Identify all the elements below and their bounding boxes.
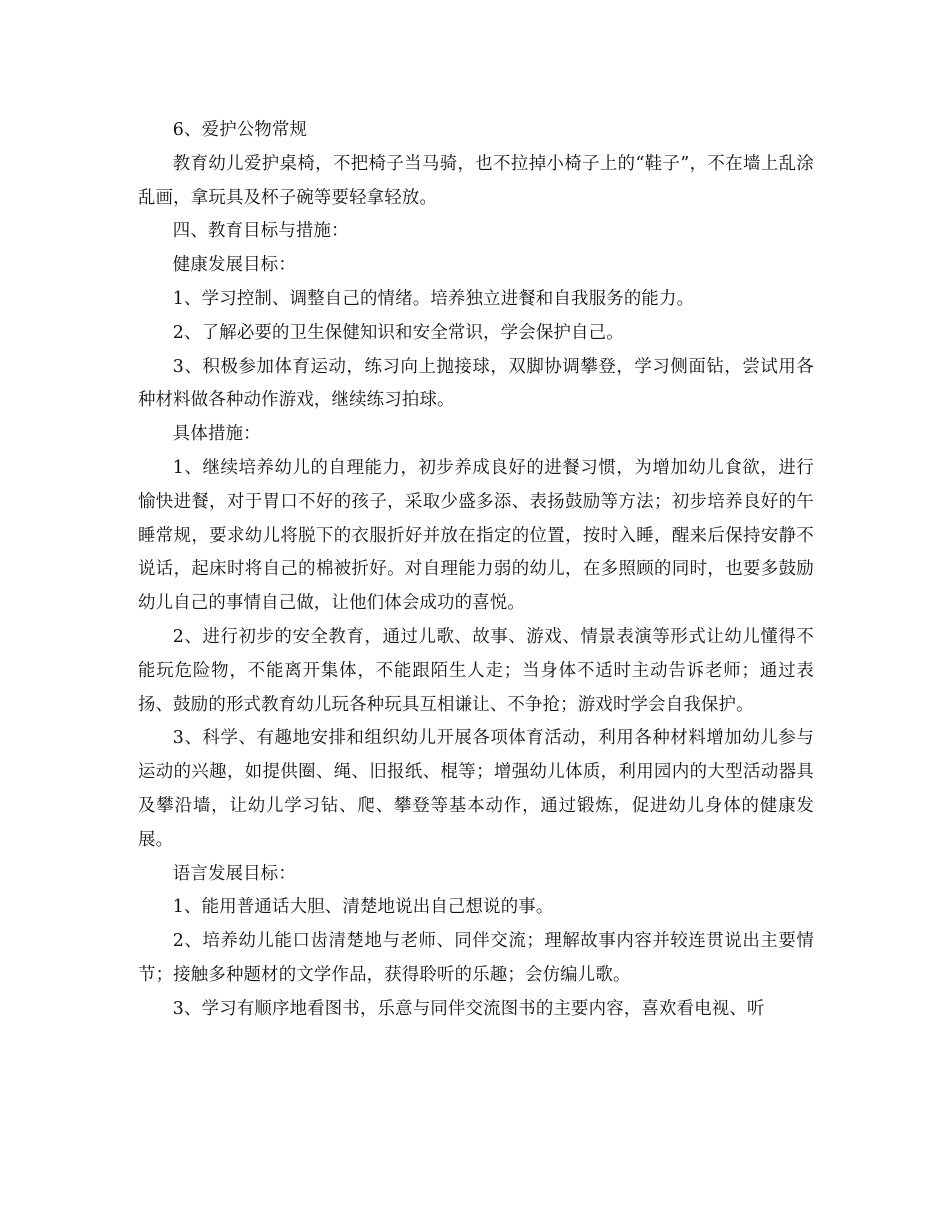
section-heading-goals-measures: 四、教育目标与措施： [172, 221, 349, 242]
language-goal-item-3: 3、学习有顺序地看图书，乐意与同伴交流图书的主要内容，喜欢看电视、听 [172, 998, 765, 1019]
language-goal-item-2: 2、培养幼儿能口齿清楚地与老师、同伴交流；理解故事内容并较连贯说出主要情节；接触多种题材的文学作品，获得聆听的乐趣；会仿编儿歌。 [138, 931, 814, 985]
measure-item-1: 1、继续培养幼儿的自理能力，初步养成良好的进餐习惯，为增加幼儿食欲，进行愉快进餐，对于胃口不好的孩子，采取少盛多添、表扬鼓励等方法；初步培养良好的午睡常规，要求幼儿将脱下的衣服折好并放在指定的位置，按时入睡，醒来后保持安静不说话，起床时将自己的棉被折好。对自理能力弱的幼儿，在多照顾的同时，也要多鼓励幼儿自己的事情自己做，让他们体会成功的喜悦。 [138, 457, 814, 614]
document-body [138, 114, 814, 1027]
paragraph-protect-furniture: 教育幼儿爱护桌椅，不把椅子当马骑，也不拉掉小椅子上的“鞋子”，不在墙上乱涂乱画，拿玩具及杯子碗等要轻拿轻放。 [138, 153, 814, 208]
subheading-health-goals: 健康发展目标： [172, 255, 296, 276]
subheading-language-goals: 语言发展目标： [172, 863, 296, 884]
measure-item-3: 3、科学、有趣地安排和组织幼儿开展各项体育活动，利用各种材料增加幼儿参与运动的兴趣，如提供圈、绳、旧报纸、棍等；增强幼儿体质，利用园内的大型活动器具及攀沿墙，让幼儿学习钻、爬、攀登等基本动作，通过锻炼，促进幼儿身体的健康发展。 [138, 728, 814, 850]
measure-item-2: 2、进行初步的安全教育，通过儿歌、故事、游戏、情景表演等形式让幼儿懂得不能玩危险物，不能离开集体，不能跟陌生人走；当身体不适时主动告诉老师；通过表扬、鼓励的形式教育幼儿玩各种玩具互相谦让、不争抢；游戏时学会自我保护。 [138, 626, 814, 715]
health-goal-item-2: 2、了解必要的卫生保健知识和安全常识，学会保护自己。 [172, 322, 624, 343]
health-goal-item-1: 1、学习控制、调整自己的情绪。培养独立进餐和自我服务的能力。 [172, 288, 695, 309]
language-goal-item-1: 1、能用普通话大胆、清楚地说出自己想说的事。 [172, 897, 554, 918]
health-goal-item-3: 3、积极参加体育运动，练习向上抛接球，双脚协调攀登，学习侧面钻，尝试用各种材料做各种动作游戏，继续练习拍球。 [138, 356, 814, 411]
heading-protect-public-property: 6、爱护公物常规 [172, 120, 308, 140]
subheading-specific-measures: 具体措施： [172, 424, 261, 445]
